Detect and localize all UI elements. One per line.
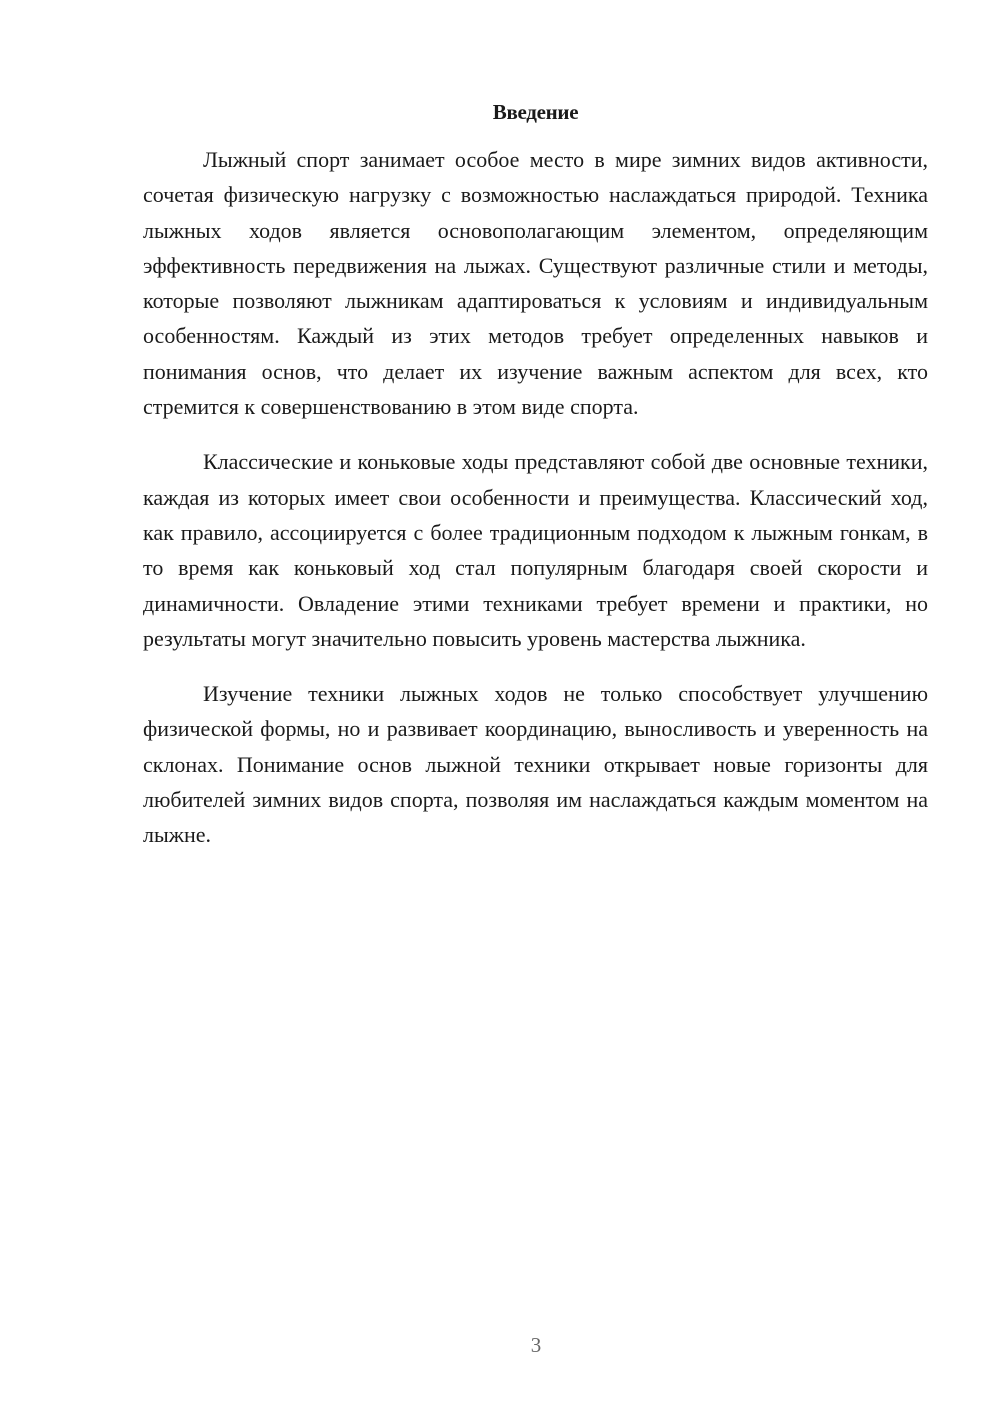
paragraph-benefits: Изучение техники лыжных ходов не только способствует улучшению физической формы, но и развивает координацию, выносливость и уверенность на склонах. Понимание основ лыжной техники открывает новые горизонты для любителей зимних видов спорта, позволяя им наслаждаться каждым моментом на лыжне. [143, 681, 928, 848]
page-number: 3 [530, 1333, 542, 1357]
body-text [143, 142, 928, 873]
page-title: Введение [492, 100, 579, 124]
paragraph-techniques: Классические и коньковые ходы представляют собой две основные техники, каждая из которых имеет свои особенности и преимущества. Классический ход, как правило, ассоциируется с более традиционным подходом к лыжным гонкам, в то время как коньковый ход стал популярным благодаря своей скорости и динамичности. Овладение этими техниками требует времени и практики, но результаты могут значительно повысить уровень мастерства лыжника. [143, 449, 928, 651]
paragraph-intro: Лыжный спорт занимает особое место в мире зимних видов активности, сочетая физическую нагрузку с возможностью наслаждаться природой. Техника лыжных ходов является основополагающим элементом, определяющим эффективность передвижения на лыжах. Существуют различные стили и методы, которые позволяют лыжникам адаптироваться к условиям и индивидуальным особенностям. Каждый из этих методов требует определенных навыков и понимания основ, что делает их изучение важным аспектом для всех, кто стремится к совершенствованию в этом виде спорта. [143, 147, 928, 420]
